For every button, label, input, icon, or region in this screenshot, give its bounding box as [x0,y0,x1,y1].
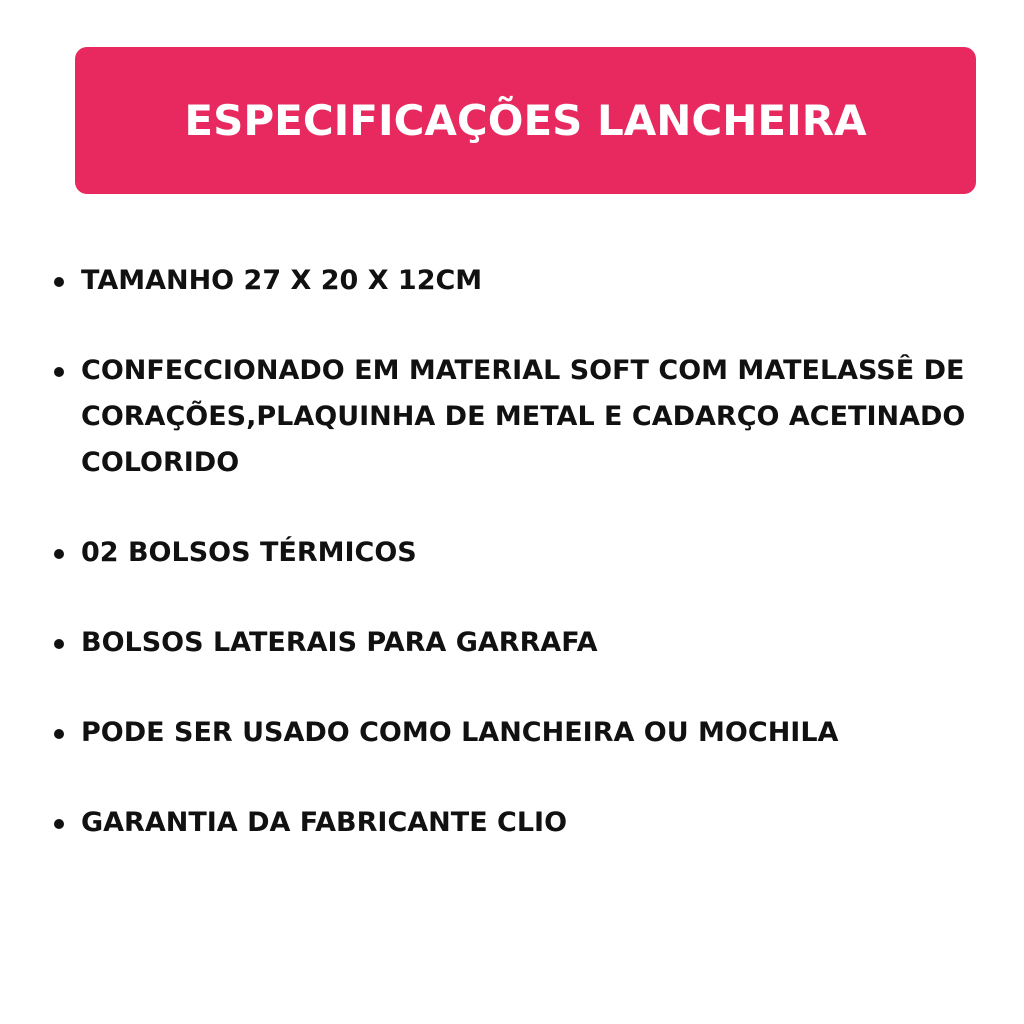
spec-text-warranty: GARANTIA DA FABRICANTE CLIO [81,807,568,838]
bullet-icon [54,277,64,287]
spec-text-thermal-pockets: 02 BOLSOS TÉRMICOS [81,537,417,568]
bullet-icon [54,639,64,649]
spec-text-usage: PODE SER USADO COMO LANCHEIRA OU MOCHILA [81,717,839,748]
bullet-icon [54,819,64,829]
list-item [45,258,985,304]
spec-list [45,258,985,890]
spec-text-side-pockets: BOLSOS LATERAIS PARA GARRAFA [81,627,598,658]
bullet-icon [54,729,64,739]
list-item [45,800,985,846]
bullet-icon [54,367,64,377]
spec-text-size: TAMANHO 27 X 20 X 12CM [81,265,483,296]
list-item [45,620,985,666]
bullet-icon [54,549,64,559]
title-banner [75,47,976,194]
list-item [45,710,985,756]
spec-text-material: CONFECCIONADO EM MATERIAL SOFT COM MATELASSÊ DE CORAÇÕES,PLAQUINHA DE METAL E CADARÇO ACETINADO COLORIDO [81,355,966,478]
list-item [45,348,985,486]
list-item [45,530,985,576]
page-title: ESPECIFICAÇÕES LANCHEIRA [184,96,867,145]
